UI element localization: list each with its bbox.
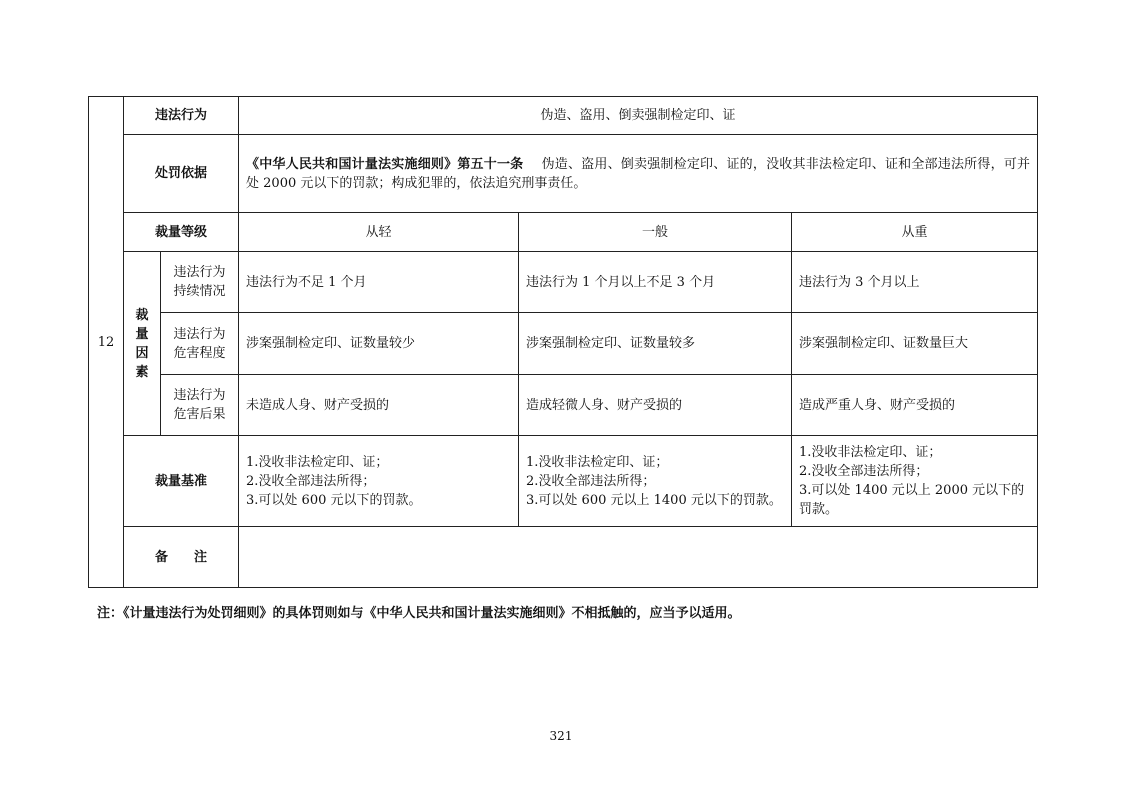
- level-heavy: 从重: [792, 213, 1038, 252]
- factor-name: 违法行为 危害程度: [161, 313, 239, 375]
- factors-label: 裁 量 因 素: [124, 252, 161, 436]
- basis-law-ref: 《中华人民共和国计量法实施细则》第五十一条: [246, 156, 524, 172]
- factor-light: 未造成人身、财产受损的: [239, 375, 519, 436]
- table-row: [89, 213, 1038, 252]
- table-row: [89, 313, 1038, 375]
- level-light: 从轻: [239, 213, 519, 252]
- table-row: [89, 375, 1038, 436]
- factor-light: 违法行为不足 1 个月: [239, 252, 519, 313]
- table-row: [89, 527, 1038, 588]
- benchmark-label: 裁量基准: [124, 436, 239, 527]
- violation-value: 伪造、盗用、倒卖强制检定印、证: [239, 97, 1038, 135]
- penalty-table: [88, 96, 1038, 588]
- table-row: [89, 252, 1038, 313]
- remarks-value: [239, 527, 1038, 588]
- basis-label: 处罚依据: [124, 135, 239, 213]
- factor-heavy: 违法行为 3 个月以上: [792, 252, 1038, 313]
- table-row: [89, 97, 1038, 135]
- basis-text: 伪造、盗用、倒卖强制检定印、证的，没收其非法检定印、证和全部违法所得，可并处 2000 元以下的罚款；构成犯罪的，依法追究刑事责任。: [246, 156, 1031, 191]
- benchmark-normal: 1.没收非法检定印、证； 2.没收全部违法所得； 3.可以处 600 元以上 1400 元以下的罚款。: [519, 436, 792, 527]
- page-number: 321: [549, 729, 573, 743]
- factor-name: 违法行为 持续情况: [161, 252, 239, 313]
- table-row: [89, 436, 1038, 527]
- factor-heavy: 造成严重人身、财产受损的: [792, 375, 1038, 436]
- factor-normal: 涉案强制检定印、证数量较多: [519, 313, 792, 375]
- remarks-label: 备 注: [124, 527, 239, 588]
- levels-label: 裁量等级: [124, 213, 239, 252]
- footnote: 注：《计量违法行为处罚细则》的具体罚则如与《中华人民共和国计量法实施细则》不相抵触的，应当予以适用。: [97, 606, 741, 621]
- factor-normal: 造成轻微人身、财产受损的: [519, 375, 792, 436]
- factor-light: 涉案强制检定印、证数量较少: [239, 313, 519, 375]
- basis-cell: [239, 135, 1038, 213]
- level-normal: 一般: [519, 213, 792, 252]
- benchmark-heavy: 1.没收非法检定印、证； 2.没收全部违法所得； 3.可以处 1400 元以上 2000 元以下的罚款。: [792, 436, 1038, 527]
- benchmark-light: 1.没收非法检定印、证； 2.没收全部违法所得； 3.可以处 600 元以下的罚款。: [239, 436, 519, 527]
- table-row: [89, 135, 1038, 213]
- row-number: 12: [89, 97, 124, 588]
- factor-heavy: 涉案强制检定印、证数量巨大: [792, 313, 1038, 375]
- factor-normal: 违法行为 1 个月以上不足 3 个月: [519, 252, 792, 313]
- violation-label: 违法行为: [124, 97, 239, 135]
- factor-name: 违法行为 危害后果: [161, 375, 239, 436]
